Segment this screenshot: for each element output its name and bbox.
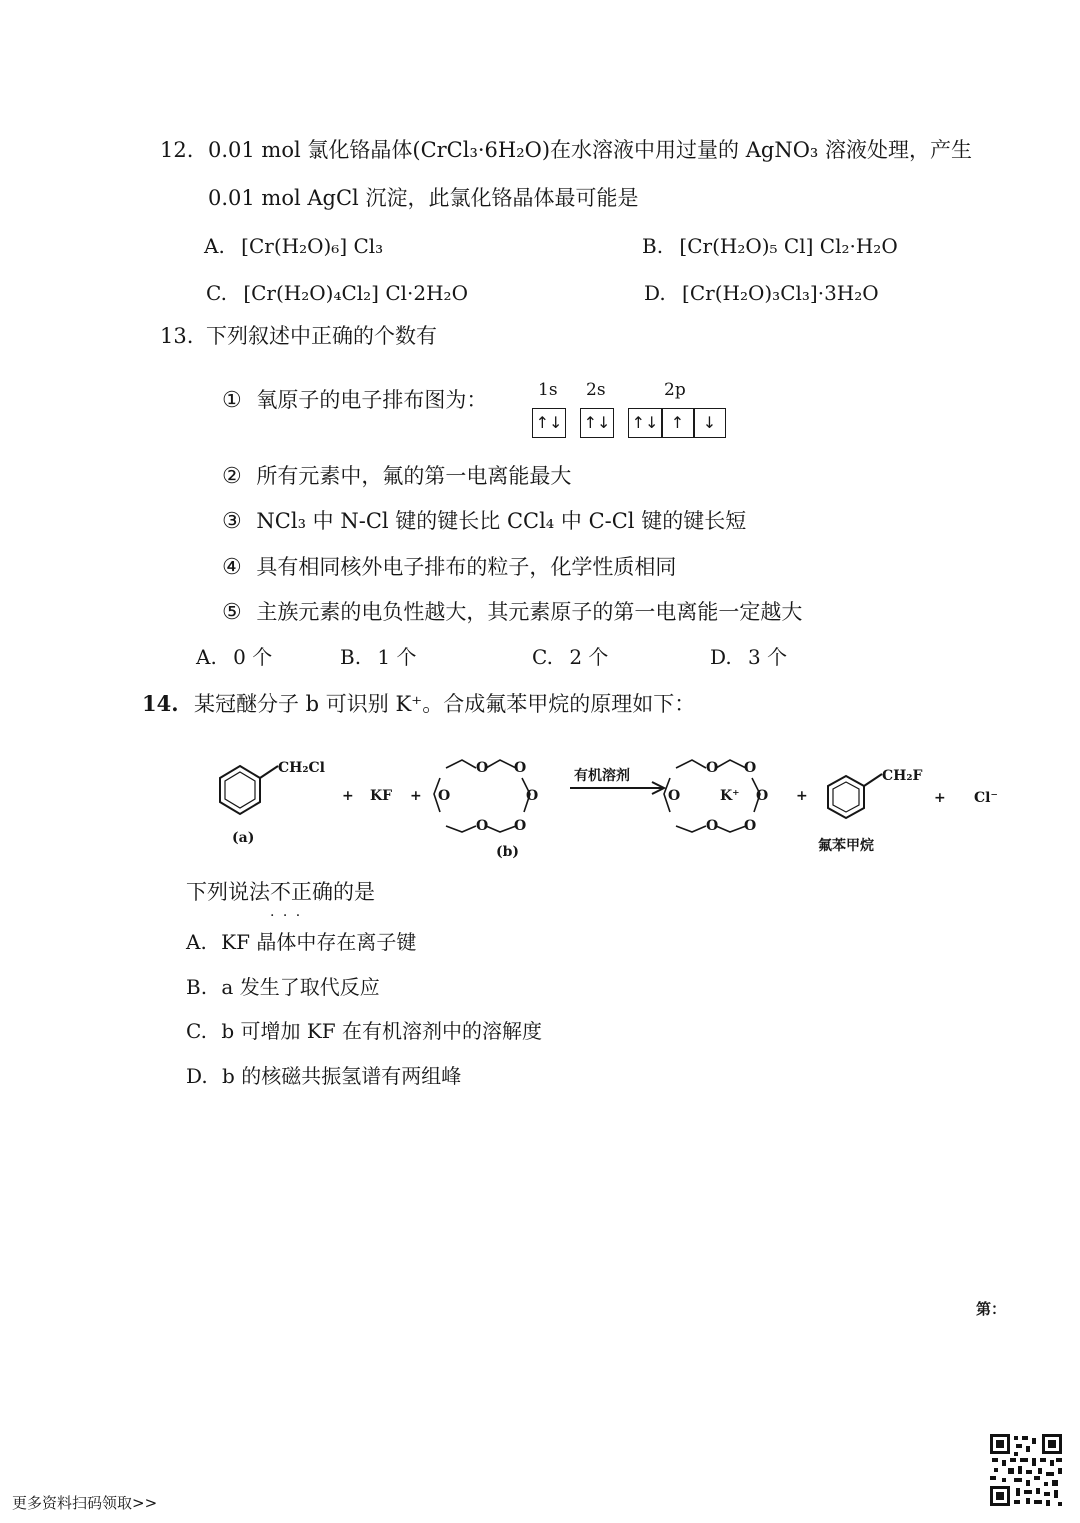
electron-pair: ↑↓ (583, 413, 611, 432)
electron-pair: ↑↓ (535, 413, 563, 432)
q14-option-a (186, 928, 416, 956)
a-substituent: CH₂Cl (278, 760, 325, 776)
oxygen: O (744, 760, 757, 776)
orbital-label-1s: 1s (538, 380, 558, 400)
item-text: 所有元素中，氟的第一电离能最大 (256, 464, 572, 488)
q12-option-b (642, 232, 898, 260)
oxygen: O (526, 788, 539, 804)
oxygen: O (476, 760, 489, 776)
option-text: KF 晶体中存在离子键 (221, 930, 417, 954)
option-text: b 的核磁共振氢谱有两组峰 (222, 1064, 462, 1088)
benzene-inner-a (225, 772, 255, 808)
oxygen: O (438, 788, 451, 804)
b-label: (b) (496, 844, 520, 860)
oxygen: O (756, 788, 769, 804)
q13-option-c (532, 643, 608, 671)
item-mark: ③ (222, 509, 242, 534)
option-text: 0 个 (233, 645, 273, 669)
sub-stem-post: 的是 (333, 880, 375, 904)
orbital-label-2s: 2s (586, 380, 606, 400)
benzene-inner-product (833, 782, 859, 812)
q13-option-d (710, 643, 787, 671)
q12-stem-line2: 0.01 mol AgCl 沉淀，此氯化铬晶体最可能是 (208, 186, 639, 210)
q13-option-a (196, 643, 272, 671)
oxygen: O (514, 818, 527, 834)
chloride-ion: Cl⁻ (974, 790, 998, 806)
q13-item-5 (222, 598, 802, 627)
item-mark: ④ (222, 555, 242, 580)
item-text: 主族元素的电负性越大，其元素原子的第一电离能一定越大 (256, 600, 803, 624)
option-label: C. (206, 281, 227, 305)
q14-number: 14. (142, 691, 179, 716)
q12-option-d (644, 279, 879, 307)
q13-item-1 (222, 386, 487, 415)
product-name: 氟苯甲烷 (818, 838, 874, 854)
orbital-label-2p: 2p (664, 380, 686, 400)
option-label: C. (186, 1019, 207, 1043)
q14-stem: 某冠醚分子 b 可识别 K⁺。合成氟苯甲烷的原理如下： (194, 692, 696, 716)
bond-a (260, 766, 278, 778)
option-label: A. (204, 234, 225, 258)
option-text: [Cr(H₂O)₃Cl₃]·3H₂O (682, 281, 879, 305)
q13-item-2 (222, 462, 571, 491)
item-text: 氧原子的电子排布图为： (256, 388, 488, 412)
oxygen: O (706, 760, 719, 776)
q14-sub-stem (186, 878, 375, 906)
oxygen: O (514, 760, 527, 776)
option-label: A. (196, 645, 217, 669)
sub-stem-pre: 下列说法 (186, 880, 270, 904)
option-text: 1 个 (377, 645, 417, 669)
footer-link[interactable]: 更多资料扫码领取>> (12, 1494, 158, 1512)
option-text: [Cr(H₂O)₄Cl₂] Cl·2H₂O (243, 281, 468, 305)
q13-option-b (340, 643, 417, 671)
option-label: C. (532, 645, 553, 669)
q13-number: 13. (160, 324, 194, 348)
product-substituent: CH₂F (882, 768, 923, 784)
qr-code-icon[interactable] (988, 1432, 1064, 1508)
option-text: b 可增加 KF 在有机溶剂中的溶解度 (221, 1019, 543, 1043)
q13-item-3 (222, 507, 746, 536)
plus-sign: + (796, 788, 808, 804)
q14-option-c (186, 1017, 542, 1045)
option-text: [Cr(H₂O)₅ Cl] Cl₂·H₂O (679, 234, 898, 258)
electron-up: ↑ (670, 413, 685, 432)
q13-item-4 (222, 553, 676, 582)
option-text: 3 个 (748, 645, 788, 669)
option-label: D. (644, 281, 666, 305)
option-label: A. (186, 930, 207, 954)
electron-pair: ↑↓ (631, 413, 659, 432)
item-mark: ② (222, 464, 242, 489)
oxygen: O (706, 818, 719, 834)
q14-option-d (186, 1062, 461, 1090)
a-label: (a) (232, 830, 255, 846)
item-mark: ① (222, 388, 242, 413)
q12-number: 12. (160, 138, 194, 162)
oxygen: O (476, 818, 489, 834)
q14-option-b (186, 973, 380, 1001)
option-text: [Cr(H₂O)₆] Cl₃ (241, 234, 384, 258)
potassium-ion: K⁺ (720, 788, 740, 804)
option-text: 2 个 (569, 645, 609, 669)
q12-stem-line1: 0.01 mol 氯化铬晶体(CrCl₃·6H₂O)在水溶液中用过量的 AgNO₃ 溶液处理，产生 (208, 138, 973, 162)
oxygen: O (668, 788, 681, 804)
q12-option-a (204, 232, 383, 260)
option-label: B. (340, 645, 362, 669)
electron-down: ↓ (702, 413, 717, 432)
plus-sign: + (410, 788, 422, 804)
item-text: 具有相同核外电子排布的粒子，化学性质相同 (256, 555, 677, 579)
option-label: B. (642, 234, 664, 258)
option-label: D. (710, 645, 732, 669)
orbital-box-2s (580, 408, 614, 438)
reaction-scheme (200, 738, 1020, 868)
oxygen: O (744, 818, 757, 834)
plus-sign: + (934, 790, 946, 806)
q13-stem: 下列叙述中正确的个数有 (206, 324, 437, 348)
option-label: B. (186, 975, 208, 999)
q12-option-c (206, 279, 468, 307)
arrow-solvent-label: 有机溶剂 (574, 768, 630, 784)
option-text: a 发生了取代反应 (221, 975, 380, 999)
benzene-ring-a (220, 766, 260, 814)
plus-sign: + (342, 788, 354, 804)
item-text: NCl₃ 中 N-Cl 键的键长比 CCl₄ 中 C-Cl 键的键长短 (256, 509, 747, 533)
option-label: D. (186, 1064, 208, 1088)
item-mark: ⑤ (222, 600, 242, 625)
page-number-mark: 第： (976, 1300, 1007, 1318)
sub-stem-emphasis: 不正确 · · · (270, 880, 333, 904)
bond-product (864, 774, 882, 786)
orbital-box-1s (532, 408, 566, 438)
kf-reagent: KF (370, 788, 393, 804)
orbital-box-2p (628, 408, 726, 438)
